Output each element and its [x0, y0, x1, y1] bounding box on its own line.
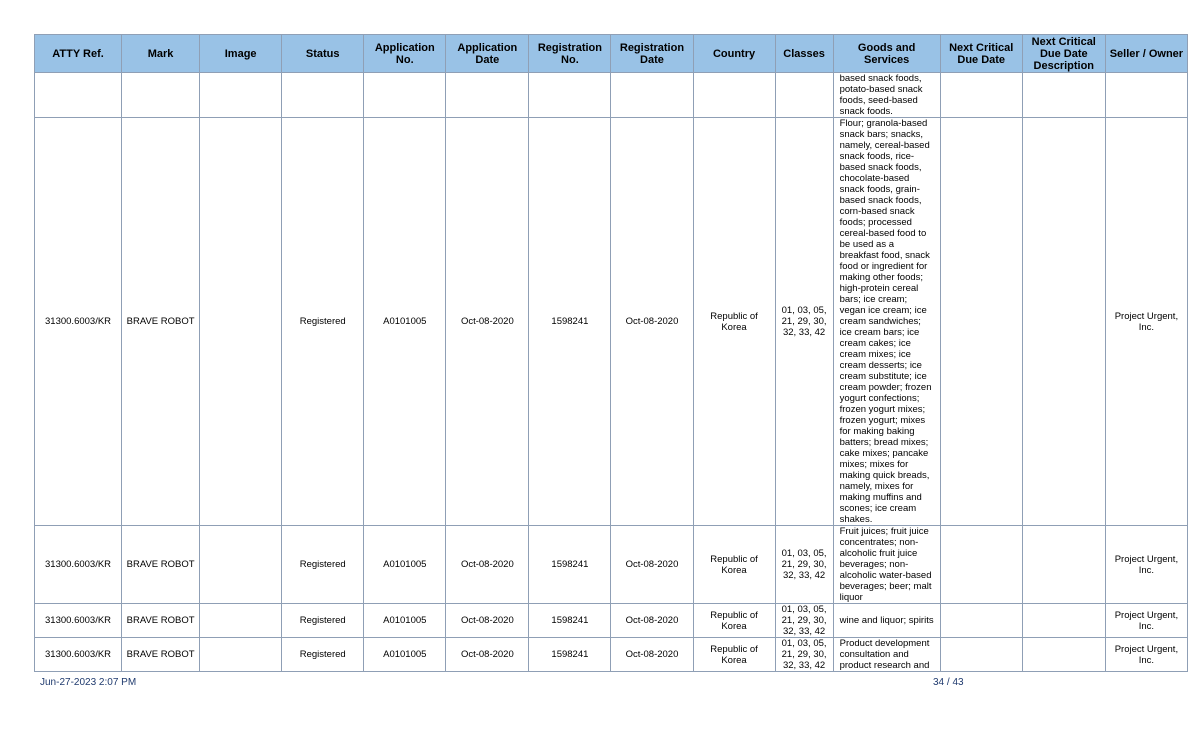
table-row: [35, 73, 1188, 118]
cell-registration-date: Oct-08-2020: [611, 118, 693, 526]
cell-registration-no: 1598241: [529, 526, 611, 604]
cell-next-due-desc: [1022, 118, 1105, 526]
header-classes: Classes: [775, 35, 833, 73]
cell-registration-date: Oct-08-2020: [611, 526, 693, 604]
header-row: [35, 35, 1188, 73]
cell-registration-no: 1598241: [529, 118, 611, 526]
cell-atty-ref: 31300.6003/KR: [35, 526, 122, 604]
cell-next-due-date: [940, 73, 1022, 118]
cell-application-date: Oct-08-2020: [446, 526, 529, 604]
cell-mark: BRAVE ROBOT: [122, 118, 200, 526]
header-mark: Mark: [122, 35, 200, 73]
cell-seller-owner: Project Urgent, Inc.: [1105, 526, 1187, 604]
cell-application-no: A0101005: [364, 604, 446, 638]
header-registration-date: Registration Date: [611, 35, 693, 73]
cell-next-due-date: [940, 604, 1022, 638]
cell-status: Registered: [282, 118, 364, 526]
cell-next-due-desc: [1022, 638, 1105, 672]
cell-atty-ref: 31300.6003/KR: [35, 118, 122, 526]
cell-application-no: [364, 73, 446, 118]
cell-application-no: A0101005: [364, 118, 446, 526]
cell-mark: [122, 73, 200, 118]
cell-status: Registered: [282, 604, 364, 638]
header-next-due-date: Next Critical Due Date: [940, 35, 1022, 73]
header-image: Image: [200, 35, 282, 73]
cell-status: Registered: [282, 638, 364, 672]
cell-atty-ref: 31300.6003/KR: [35, 604, 122, 638]
cell-image: [200, 118, 282, 526]
cell-application-date: Oct-08-2020: [446, 638, 529, 672]
cell-classes: 01, 03, 05, 21, 29, 30, 32, 33, 42: [775, 604, 833, 638]
cell-classes: 01, 03, 05, 21, 29, 30, 32, 33, 42: [775, 118, 833, 526]
cell-registration-date: Oct-08-2020: [611, 638, 693, 672]
cell-seller-owner: Project Urgent, Inc.: [1105, 118, 1187, 526]
cell-country: Republic of Korea: [693, 604, 775, 638]
trademark-table: [34, 34, 1188, 672]
cell-image: [200, 604, 282, 638]
cell-registration-date: Oct-08-2020: [611, 604, 693, 638]
cell-application-date: Oct-08-2020: [446, 604, 529, 638]
cell-atty-ref: [35, 73, 122, 118]
cell-atty-ref: 31300.6003/KR: [35, 638, 122, 672]
cell-registration-no: 1598241: [529, 638, 611, 672]
cell-next-due-date: [940, 118, 1022, 526]
footer-timestamp: Jun-27-2023 2:07 PM: [40, 677, 137, 688]
cell-application-date: Oct-08-2020: [446, 118, 529, 526]
cell-status: [282, 73, 364, 118]
cell-mark: BRAVE ROBOT: [122, 604, 200, 638]
header-application-no: Application No.: [364, 35, 446, 73]
cell-classes: 01, 03, 05, 21, 29, 30, 32, 33, 42: [775, 638, 833, 672]
cell-goods-services: Fruit juices; fruit juice concentrates; non-alcoholic fruit juice beverages; non-alcoholic water-based beverages; beer; malt liquor: [833, 526, 940, 604]
header-atty-ref: ATTY Ref.: [35, 35, 122, 73]
cell-mark: BRAVE ROBOT: [122, 638, 200, 672]
cell-goods-services: Product development consultation and product research and: [833, 638, 940, 672]
table-row: [35, 118, 1188, 526]
cell-classes: [775, 73, 833, 118]
cell-next-due-date: [940, 638, 1022, 672]
cell-country: Republic of Korea: [693, 526, 775, 604]
table-row: [35, 638, 1188, 672]
cell-seller-owner: Project Urgent, Inc.: [1105, 604, 1187, 638]
cell-classes: 01, 03, 05, 21, 29, 30, 32, 33, 42: [775, 526, 833, 604]
header-country: Country: [693, 35, 775, 73]
cell-registration-date: [611, 73, 693, 118]
cell-next-due-desc: [1022, 526, 1105, 604]
cell-registration-no: [529, 73, 611, 118]
cell-registration-no: 1598241: [529, 604, 611, 638]
cell-mark: BRAVE ROBOT: [122, 526, 200, 604]
cell-seller-owner: Project Urgent, Inc.: [1105, 638, 1187, 672]
footer-page-number: 34 / 43: [933, 677, 964, 688]
cell-application-no: A0101005: [364, 638, 446, 672]
cell-goods-services: Flour; granola-based snack bars; snacks, namely, cereal-based snack foods, rice-based snack foods, chocolate-based snack foods, grain-based snack foods, corn-based snack foods; processed cereal-based food to be used as a breakfast food, snack food or ingredient for making other foods; high-protein cereal bars; ice cream; vegan ice cream; ice cream sandwiches; ice cream bars; ice cream cakes; ice cream mixes; ice cream desserts; ice cream substitute; ice cream powder; frozen yogurt confections; frozen yogurt mixes; frozen yogurt; mixes for making baking batters; bread mixes; cake mixes; pancake mixes; mixes for making quick breads, namely, mixes for making muffins and scones; ice cream shakes.: [833, 118, 940, 526]
table-row: [35, 604, 1188, 638]
cell-goods-services: based snack foods, potato-based snack foods, seed-based snack foods.: [833, 73, 940, 118]
cell-country: Republic of Korea: [693, 118, 775, 526]
header-registration-no: Registration No.: [529, 35, 611, 73]
table-row: [35, 526, 1188, 604]
header-application-date: Application Date: [446, 35, 529, 73]
cell-image: [200, 638, 282, 672]
cell-next-due-date: [940, 526, 1022, 604]
cell-image: [200, 526, 282, 604]
cell-application-date: [446, 73, 529, 118]
cell-status: Registered: [282, 526, 364, 604]
cell-image: [200, 73, 282, 118]
cell-next-due-desc: [1022, 604, 1105, 638]
header-status: Status: [282, 35, 364, 73]
header-seller-owner: Seller / Owner: [1105, 35, 1187, 73]
cell-country: Republic of Korea: [693, 638, 775, 672]
header-next-due-desc: Next Critical Due Date Description: [1022, 35, 1105, 73]
cell-application-no: A0101005: [364, 526, 446, 604]
cell-seller-owner: [1105, 73, 1187, 118]
cell-next-due-desc: [1022, 73, 1105, 118]
header-goods-services: Goods and Services: [833, 35, 940, 73]
cell-goods-services: wine and liquor; spirits: [833, 604, 940, 638]
cell-country: [693, 73, 775, 118]
